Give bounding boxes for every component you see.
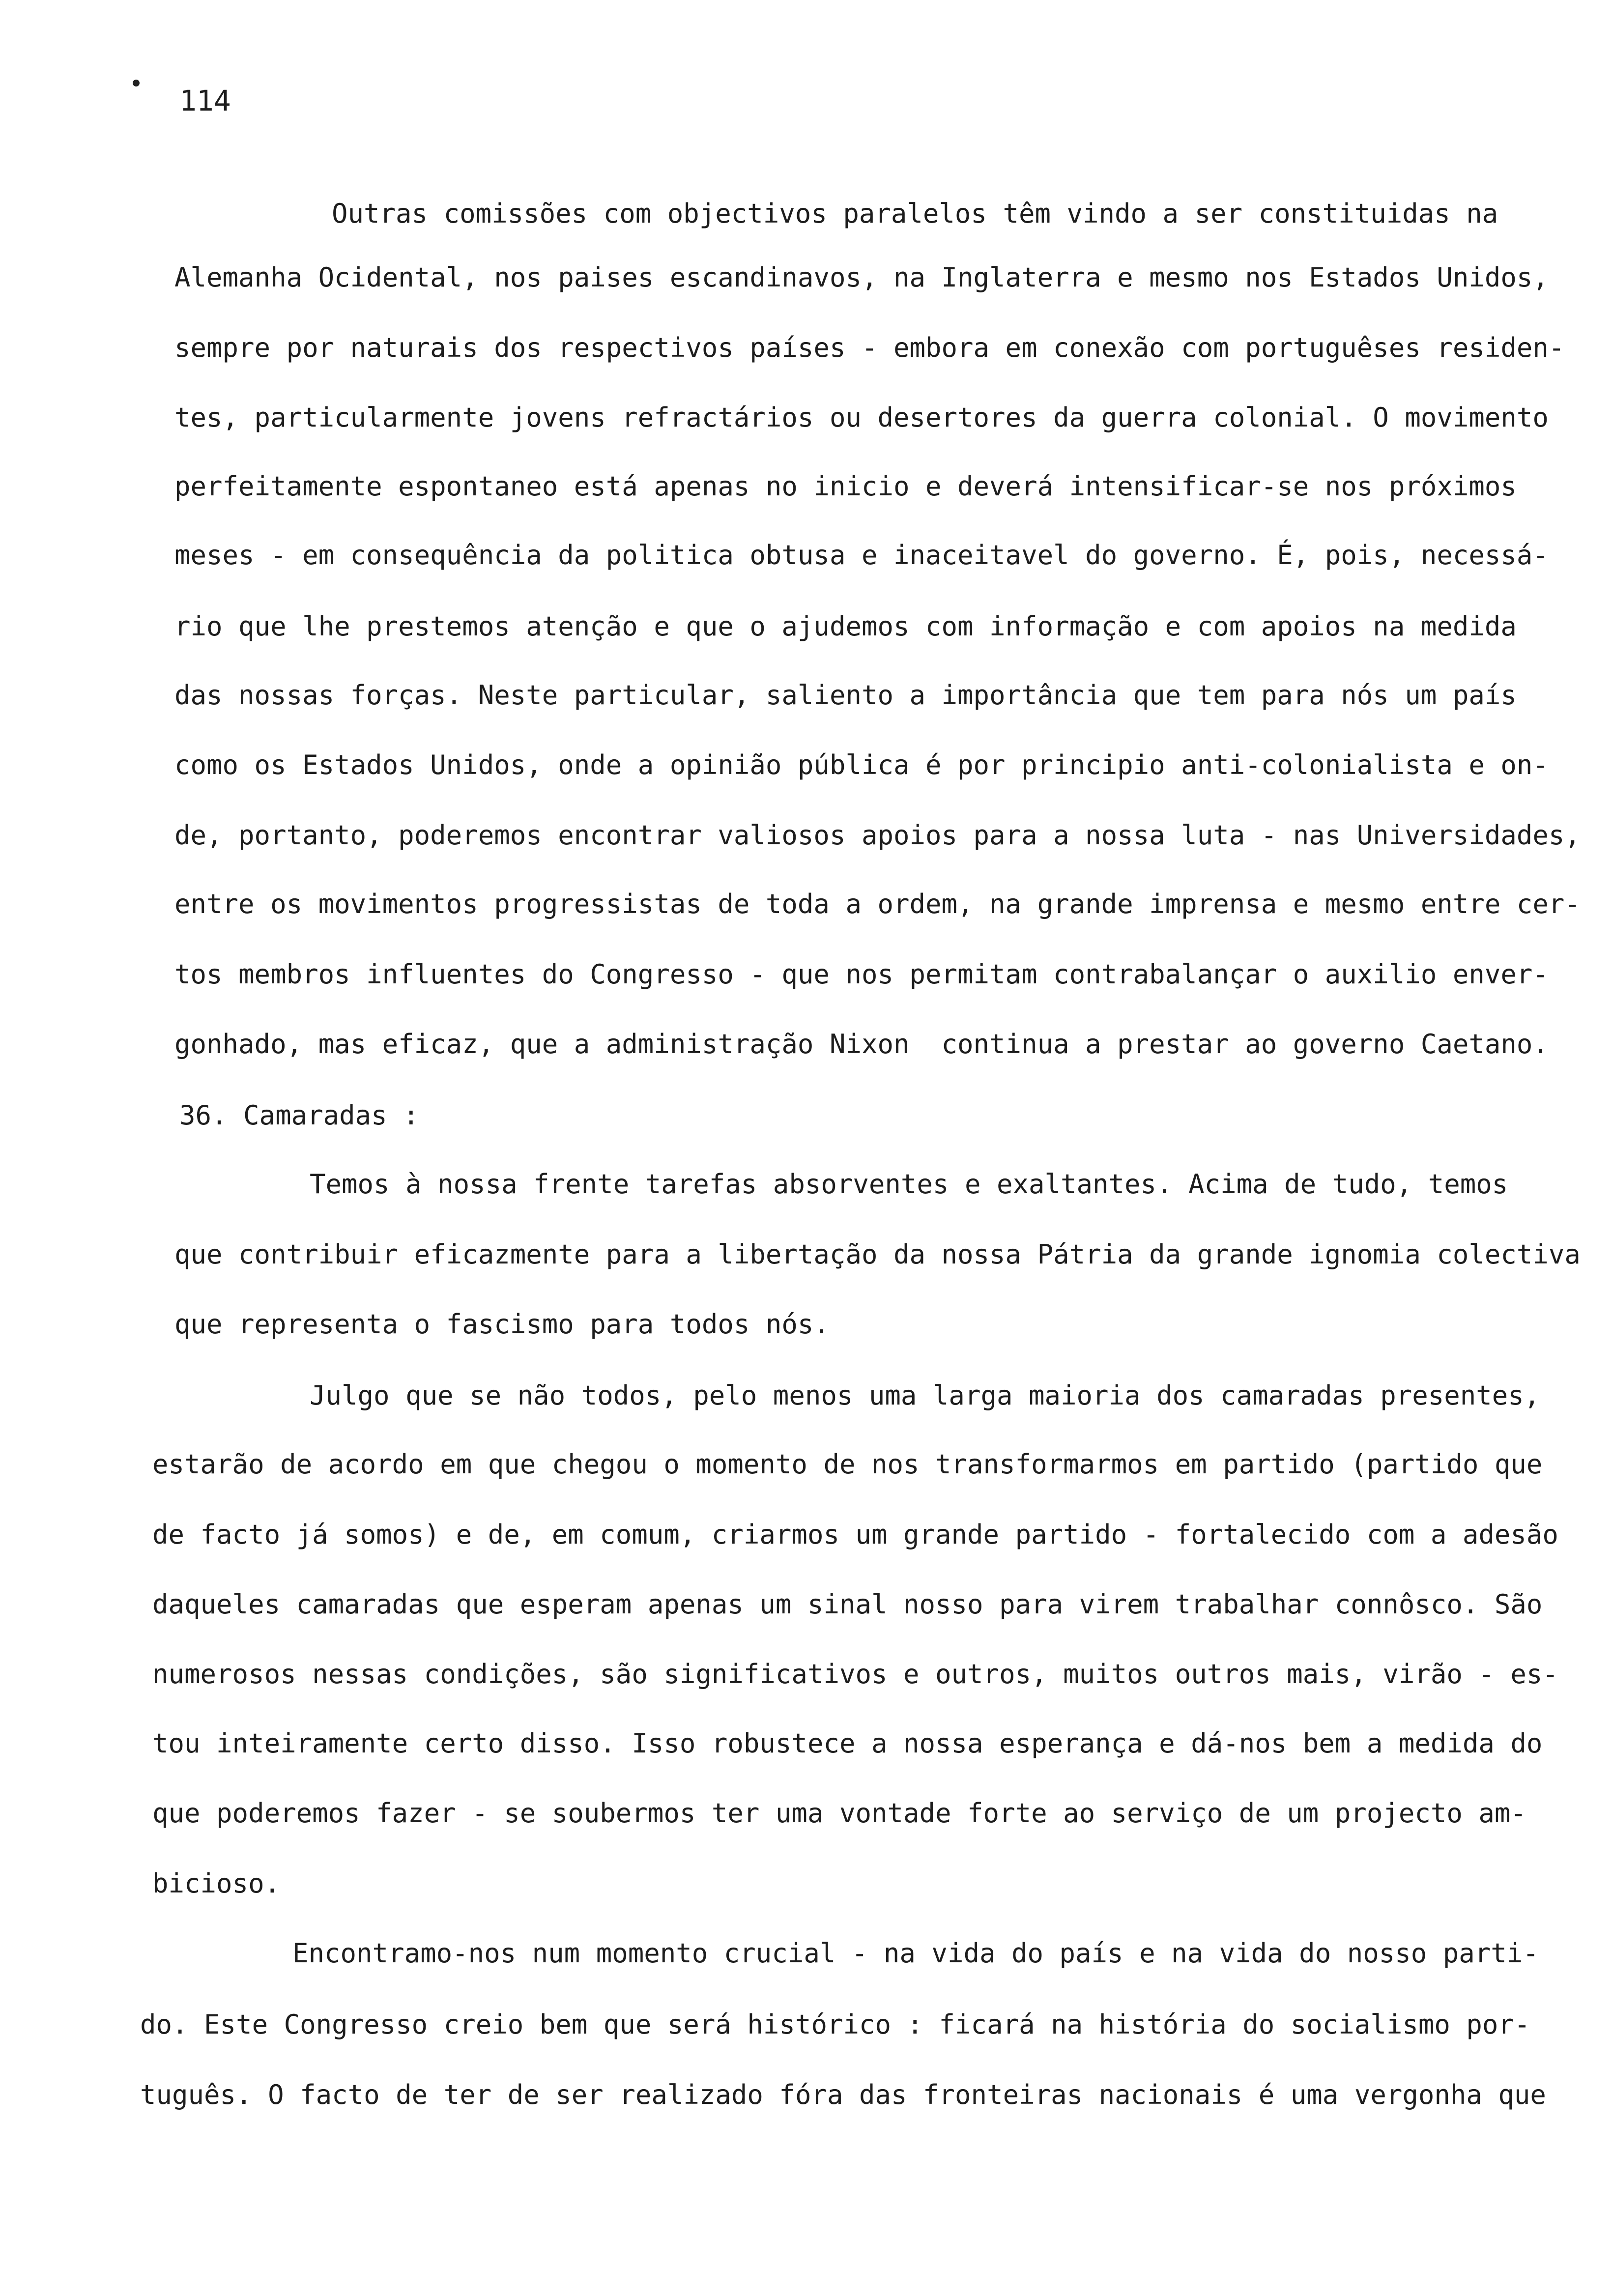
text-line: de, portanto, poderemos encontrar valiosos apoios para a nossa luta - nas Universidades, [174, 820, 1581, 851]
text-line: daqueles camaradas que esperam apenas um sinal nosso para virem trabalhar connôsco. São [152, 1589, 1543, 1620]
text-line: bicioso. [152, 1868, 281, 1899]
text-line: estarão de acordo em que chegou o momento de nos transformarmos em partido (partido que [152, 1449, 1543, 1480]
text-line: perfeitamente espontaneo está apenas no inicio e deverá intensificar-se nos próximos [174, 471, 1517, 502]
text-line: Alemanha Ocidental, nos paises escandinavos, na Inglaterra e mesmo nos Estados Unidos, [174, 262, 1549, 293]
text-line: das nossas forças. Neste particular, saliento a importância que tem para nós um país [174, 680, 1517, 711]
page-number: 114 [179, 84, 231, 117]
text-line: tuguês. O facto de ter de ser realizado fóra das fronteiras nacionais é uma vergonha que [140, 2079, 1546, 2110]
text-line: tes, particularmente jovens refractários ou desertores da guerra colonial. O movimento [174, 402, 1549, 433]
text-line: gonhado, mas eficaz, que a administração Nixon continua a prestar ao governo Caetano. [174, 1029, 1549, 1060]
text-line: que representa o fascismo para todos nós. [174, 1309, 830, 1340]
text-line: de facto já somos) e de, em comum, criarmos um grande partido - fortalecido com a adesão [152, 1519, 1558, 1550]
text-line: numerosos nessas condições, são significativos e outros, muitos outros mais, virão - es- [152, 1659, 1558, 1690]
text-line: que poderemos fazer - se soubermos ter uma vontade forte ao serviço de um projecto am- [152, 1798, 1526, 1829]
section-heading: 36. Camaradas : [179, 1100, 419, 1131]
text-line: tou inteiramente certo disso. Isso robustece a nossa esperança e dá-nos bem a medida do [152, 1728, 1543, 1759]
text-line: do. Este Congresso creio bem que será histórico : ficará na história do socialismo por- [140, 2009, 1530, 2040]
text-line: que contribuir eficazmente para a libertação da nossa Pátria da grande ignomia colectiva [174, 1239, 1581, 1270]
text-line: Outras comissões com objectivos paralelos têm vindo a ser constituidas na [332, 198, 1498, 229]
text-line: Julgo que se não todos, pelo menos uma larga maioria dos camaradas presentes, [310, 1380, 1540, 1411]
text-line: Encontramo-nos num momento crucial - na vida do país e na vida do nosso parti- [292, 1938, 1539, 1969]
text-line: rio que lhe prestemos atenção e que o ajudemos com informação e com apoios na medida [174, 611, 1517, 642]
margin-dot [133, 80, 140, 86]
text-line: sempre por naturais dos respectivos países - embora em conexão com portuguêses residen- [174, 332, 1565, 363]
text-line: tos membros influentes do Congresso - que nos permitam contrabalançar o auxilio enver- [174, 959, 1549, 990]
text-line: meses - em consequência da politica obtusa e inaceitavel do governo. É, pois, necessá- [174, 540, 1549, 571]
text-line: entre os movimentos progressistas de toda a ordem, na grande imprensa e mesmo entre cer- [174, 889, 1581, 919]
text-line: Temos à nossa frente tarefas absorventes e exaltantes. Acima de tudo, temos [310, 1169, 1508, 1200]
text-line: como os Estados Unidos, onde a opinião pública é por principio anti-colonialista e on- [174, 749, 1549, 780]
